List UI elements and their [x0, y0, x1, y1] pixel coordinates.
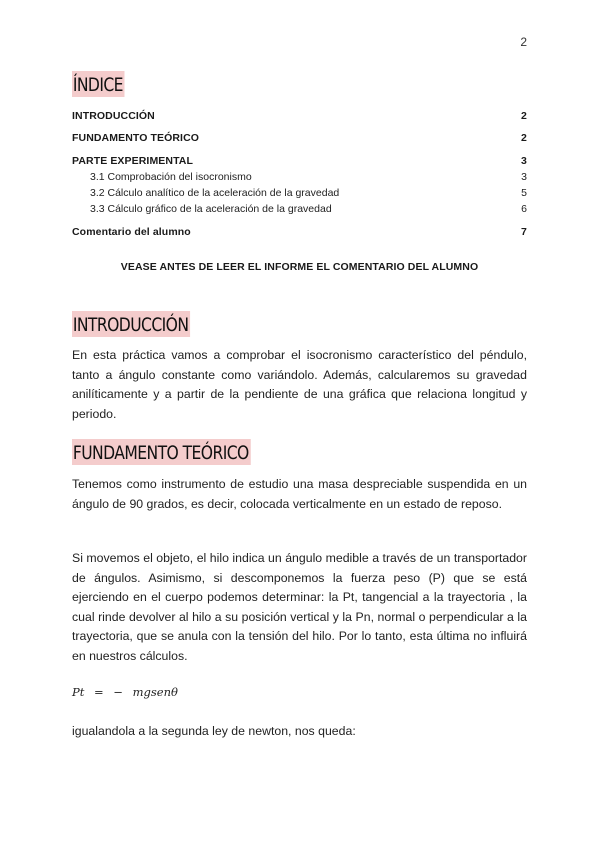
- toc-entry-comentario[interactable]: [72, 226, 527, 238]
- fundamento-title: FUNDAMENTO TEÓRICO: [72, 439, 250, 465]
- toc-entry-text: 3.2 Cálculo analítico de la aceleración de la gravedad: [90, 187, 340, 199]
- introduccion-paragraph: En esta práctica vamos a comprobar el isocronismo característico del péndulo, tanto a ángulo constante como variándolo. Además, calcularemos su gravedad anilíticamente y a partir de la pendiente de una gráfica que relaciona longitud y periodo.: [72, 348, 527, 421]
- toc-entry-3-2[interactable]: [72, 187, 527, 199]
- index-heading: [72, 74, 125, 96]
- fundamento-paragraph-2: Si movemos el objeto, el hilo indica un ángulo medible a través de un transportador de ángulos. Asimismo, si descomponemos la fuerza peso (P) que se está ejerciendo en el cuerpo podemos determinar: la Pt, tangencial a la trayectoria , la cual rinde devolver al hilo a su posición vertical y la Pn, normal o perpendicular a la trayectoria, que se anula con la tensión del hilo. Por lo tanto, esta última no influirá en nuestros cálculos.: [72, 551, 527, 663]
- toc-entry-page: 2: [521, 132, 527, 144]
- toc-entry-page: 2: [521, 110, 527, 122]
- toc-entry-page: 5: [521, 187, 527, 199]
- toc-entry-introduccion[interactable]: [72, 110, 527, 122]
- toc-entry-page: 3: [521, 155, 527, 167]
- introduccion-title: INTRODUCCIÓN: [72, 311, 190, 337]
- toc-entry-page: 6: [521, 203, 527, 215]
- toc-entry-text: 3.1 Comprobación del isocronismo: [90, 171, 252, 183]
- toc-entry-text: Comentario del alumno: [72, 226, 191, 238]
- toc-entry-page: 7: [521, 226, 527, 238]
- toc-entry-3-1[interactable]: [72, 171, 527, 183]
- fundamento-paragraph-3: igualandola a la segunda ley de newton, nos queda:: [72, 724, 356, 738]
- toc-entry-fundamento[interactable]: [72, 132, 527, 144]
- toc-entry-text: INTRODUCCIÓN: [72, 110, 155, 122]
- fundamento-heading: [72, 442, 250, 464]
- toc-entry-text: 3.3 Cálculo gráfico de la aceleración de la gravedad: [90, 203, 332, 215]
- formula-pt: Pt = − mgsenθ: [72, 685, 178, 699]
- introduccion-heading: [72, 314, 190, 336]
- fundamento-paragraph-1: Tenemos como instrumento de estudio una masa despreciable suspendida en un ángulo de 90 grados, es decir, colocada verticalmente en un estado de reposo.: [72, 477, 527, 511]
- index-title: ÍNDICE: [72, 71, 125, 97]
- toc-entry-text: FUNDAMENTO TEÓRICO: [72, 132, 200, 144]
- toc-entry-parte-experimental[interactable]: [72, 155, 527, 167]
- toc-entry-3-3[interactable]: [72, 203, 527, 215]
- page-number: 2: [520, 35, 527, 49]
- toc-entry-text: PARTE EXPERIMENTAL: [72, 155, 194, 167]
- toc-entry-page: 3: [521, 171, 527, 183]
- notice-text: VEASE ANTES DE LEER EL INFORME EL COMENTARIO DEL ALUMNO: [120, 261, 479, 273]
